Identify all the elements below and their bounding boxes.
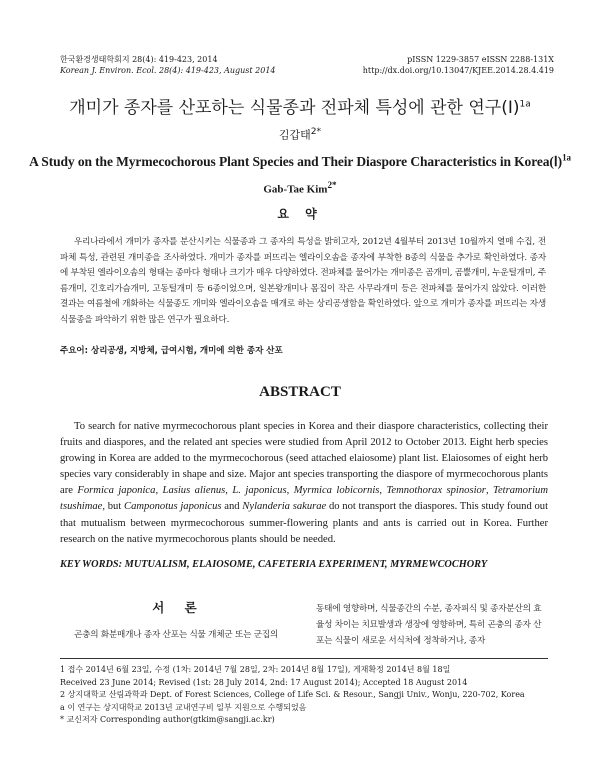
footnote-divider (60, 658, 548, 659)
abstract-text: , but (102, 501, 125, 513)
abstract-text: , (225, 485, 233, 497)
abstract-text: , (155, 485, 163, 497)
species-name: Formica japonica (77, 485, 156, 497)
title-korean-sup: 1a (519, 99, 531, 110)
abstract-heading: ABSTRACT (259, 384, 341, 400)
author-korean-sup: 2* (310, 126, 322, 137)
footnote-corresponding-author[interactable]: * 교신저자 Corresponding author(gtkim@sangji.ac.kr) (60, 715, 275, 725)
title-korean-text: 개미가 종자를 산포하는 식물종과 전파체 특성에 관한 연구(Ⅰ) (69, 98, 520, 118)
intro-column-right: 동태에 영향하며, 식물종간의 수분, 종자피식 및 종자분산의 효율성 차이는 치묘발생과 생장에 영향하며, 특히 곤충의 종자 산포는 식물이 새로운 서식처에 정착하거나, 종자 (316, 604, 542, 646)
author-korean (0, 126, 600, 143)
abstract-text: do not transport the diaspores. This study found out that mutualism between myrmecochorous summer-flowering plants and ants is carried out in Korea. Further research on the native myrmecochorous plants should be needed. (60, 501, 549, 545)
author-korean-name: 김갑태 (278, 128, 311, 142)
keywords-korean: 주요어: 상리공생, 지방체, 급여시험, 개미에 의한 종자 산포 (60, 346, 283, 356)
section-heading-introduction: 서 론 (152, 600, 205, 615)
footnote-received: 1 접수 2014년 6월 23일, 수정 (1차: 2014년 7월 28일, 2차: 2014년 8월 17일), 게재확정 2014년 8월 18일 (60, 665, 451, 674)
footnotes (60, 664, 560, 727)
journal-header-right (363, 54, 554, 76)
journal-header-left (60, 54, 276, 76)
intro-column-left: 곤충의 화분매개나 종자 산포는 식물 개체군 또는 군집의 (74, 630, 279, 640)
species-name: Temnothorax spinosior (386, 485, 486, 497)
journal-citation-ko: 한국환경생태학회지 28(4): 419-423, 2014 (60, 55, 218, 64)
footnote-funding: a 이 연구는 상지대학교 2013년 교내연구비 일부 지원으로 수행되었음 (60, 702, 307, 712)
issn-line: pISSN 1229-3857 eISSN 2288-131X (407, 55, 554, 64)
title-english (0, 154, 600, 170)
species-name: L. japonicus (232, 485, 287, 497)
title-english-sup: 1a (562, 152, 571, 163)
title-english-text: A Study on the Myrmecochorous Plant Species and Their Diaspore Characteristics in Korea(Ⅰ) (29, 154, 563, 169)
author-english-name: Gab-Tae Kim (263, 183, 328, 196)
abstract-text: To search for native myrmecochorous plant species in Korea and their diaspore characteristics, collecting their fruits and diaspores, and the related ant species were studied from April 2012 to October 2013. Eight herb species growing in Korea are added to the myrmecochorous (seed attached elaiosome) plant list. Elaiosomes of eight herb species vary considerably in shape and size. Major ant species transporting the diaspore of myrmecochorous plants are (60, 421, 548, 497)
keywords-english: KEY WORDS: MUTUALISM, ELAIOSOME, CAFETERIA EXPERIMENT, MYRMEWCOCHORY (60, 559, 488, 570)
abstract-text: , (379, 485, 387, 497)
species-name: Camponotus japonicus (124, 501, 222, 513)
species-name: Tetramorium tsushimae (60, 485, 548, 513)
author-english-sup: 2* (327, 180, 337, 190)
abstract-text: , (485, 485, 494, 497)
abstract-text: and (221, 501, 243, 513)
abstract-korean: 우리나라에서 개미가 종자를 분산시키는 식물종과 그 종자의 특성을 밝히고자, 2012년 4월부터 2013년 10월까지 열매 수집, 전파체 특성, 관련된 개미종을 조사하였다. 개미가 종자를 퍼뜨리는 엘라이오솜을 종자에 부착한 8종의 식물을 추가로 확인하였다. 종자에 부착된 엘라이오솜의 형태는 종마다 형태나 크기가 매우 다양하였다. 전파체를 물어가는 개미종은 곰개미, 곰뿔개미, 누운털개미, 주름개미, 긴호리가슴개미, 고동털개미 등 6종이었으며, 일본왕개미나 몸집이 작은 사무라개미 등은 전파체를 물어가지 않았다. 이러한 결과는 여름철에 개화하는 식물종도 개미와 엘라이오솜을 매개로 하는 상리공생함을 확인하였다. 앞으로 개미가 종자를 퍼뜨리는 자생 식물종을 파악하기 위한 많은 연구가 필요하다. (60, 237, 546, 325)
species-name: Lasius alienus (162, 485, 226, 497)
species-name: Nylanderia sakurae (242, 501, 327, 513)
footnote-received-en: Received 23 June 2014; Revised (1st: 28 July 2014, 2nd: 17 August 2014); Accepted 18 August 2014 (60, 677, 468, 687)
abstract-english (60, 419, 548, 548)
doi-link[interactable]: http://dx.doi.org/10.13047/KJEE.2014.28.4.419 (362, 66, 554, 75)
journal-citation-en: Korean J. Environ. Ecol. 28(4): 419-423, August 2014 (60, 66, 276, 75)
author-english (0, 180, 600, 196)
footnote-affiliation: 2 상지대학교 산림과학과 Dept. of Forest Sciences, College of Life Sci. & Resour., Sangji Univ., Wonju, 220-702, Korea (60, 690, 525, 700)
abstract-korean-heading: 요 약 (277, 207, 323, 221)
title-korean (0, 93, 600, 118)
species-name: Myrmica lobicornis (293, 485, 380, 497)
abstract-text: , (286, 485, 294, 497)
